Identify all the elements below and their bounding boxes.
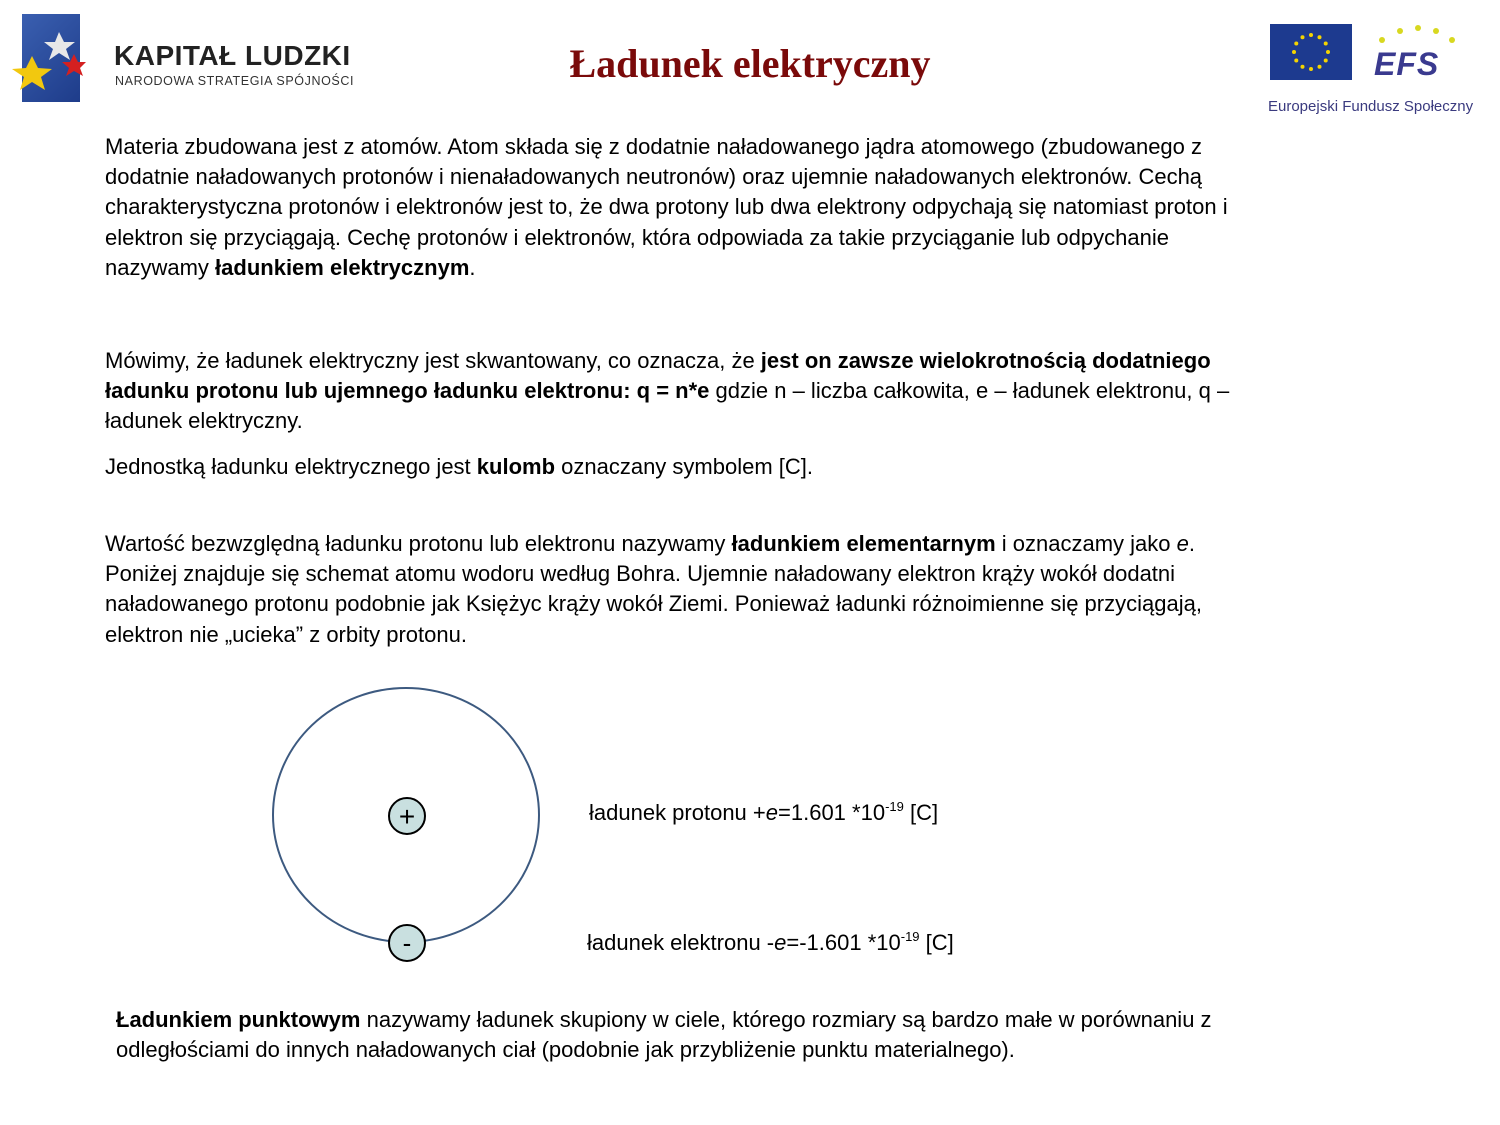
label-exponent: -19 [900, 929, 920, 944]
electron-charge-label [587, 930, 954, 956]
eu-star [1318, 65, 1322, 69]
label-prefix: ładunek elektronu - [587, 930, 775, 955]
eu-star [1294, 59, 1298, 63]
text-run: nazywamy ładunek skupiony w ciele, którego rozmiary są bardzo małe w porównaniu z [360, 1007, 1212, 1032]
paragraph-intro [105, 132, 1228, 283]
paragraph-point-charge [116, 1005, 1212, 1065]
text-run: oznaczany symbolem [C]. [555, 454, 813, 479]
text-run: elektron się przyciągają. Cechę protonów i elektronów, która odpowiada za takie przyciąganie lub odpychanie [105, 224, 1169, 250]
text-run: ładunek elektryczny. [105, 408, 303, 434]
text-line [105, 452, 813, 482]
text-line [105, 223, 1228, 253]
text-run: Materia zbudowana jest z atomów. Atom składa się z dodatnie naładowanego jądra atomowego (zbudowanego z [105, 134, 1203, 159]
paragraph-unit [105, 452, 813, 482]
page-title: Ładunek elektryczny [569, 41, 931, 86]
label-value: =-1.601 *10 [786, 930, 901, 955]
label-exponent: -19 [885, 799, 904, 814]
eu-star [1318, 35, 1322, 39]
text-run: Wartość bezwzględną ładunku protonu lub elektronu nazywamy [105, 531, 732, 556]
eu-star [1294, 42, 1298, 46]
efs-word: EFS [1374, 46, 1440, 82]
logo-subtitle: NARODOWA STRATEGIA SPÓJNOŚCI [115, 74, 355, 88]
bohr-atom-diagram [260, 670, 560, 970]
bold-text: jest on zawsze wielokrotnością dodatniego [760, 348, 1211, 373]
text-run: . [1188, 531, 1195, 556]
logo-name: KAPITAŁ LUDZKI [114, 40, 351, 71]
efs-stars-icon [1370, 22, 1460, 46]
text-line [105, 162, 1228, 192]
label-value: =1.601 *10 [778, 800, 886, 825]
text-run: dodatnie naładowanych protonów i nienaładowanych neutronów) oraz ujemnie naładowanych elektronów. Cechą [105, 164, 1203, 190]
efs-caption: Europejski Fundusz Społeczny [1268, 98, 1474, 115]
eu-star [1309, 67, 1313, 71]
text-line [105, 376, 1229, 406]
text-run: Mówimy, że ładunek elektryczny jest skwantowany, co oznacza, że [105, 348, 761, 373]
label-unit: [C] [919, 930, 954, 955]
bold-text: Ładunkiem punktowym [116, 1007, 361, 1032]
text-run: odległościami do innych naładowanych ciał (podobnie jak przybliżenie punktu materialnego). [116, 1037, 1015, 1063]
text-line [105, 132, 1228, 162]
text-line [105, 620, 1202, 650]
text-line [105, 253, 1228, 283]
text-line [105, 406, 1229, 436]
eu-star [1326, 50, 1330, 54]
eu-star [1301, 65, 1305, 69]
eu-star [1292, 50, 1296, 54]
efs-logo [1266, 20, 1474, 120]
label-prefix: ładunek protonu + [589, 800, 766, 825]
eu-star [1301, 35, 1305, 39]
proton-charge-label [589, 800, 938, 826]
text-line [105, 529, 1202, 559]
paragraph-elementary-charge [105, 529, 1202, 650]
text-run: Jednostką ładunku elektrycznego jest [105, 454, 477, 479]
paragraph-quantization [105, 346, 1229, 437]
label-e: e [765, 800, 779, 825]
proton-symbol: + [398, 801, 416, 832]
text-line [116, 1005, 1212, 1035]
text-run: nazywamy [105, 254, 216, 280]
text-run: Poniżej znajduje się schemat atomu wodoru według Bohra. Ujemnie naładowany elektron krąży wokół dodatni [105, 561, 1176, 587]
text-run: e [1176, 531, 1189, 556]
text-line [105, 346, 1229, 376]
text-run: naładowanego protonu podobnie jak Księżyc krąży wokół Ziemi. Ponieważ ładunki różnoimienne się przyciągają, [105, 591, 1202, 617]
label-e: e [774, 930, 787, 955]
bold-text: kulomb [476, 454, 556, 479]
eu-star [1309, 33, 1313, 37]
text-run: gdzie n – liczba całkowita, e – ładunek elektronu, q – [709, 378, 1230, 404]
text-line [105, 589, 1202, 619]
bold-text: ładunkiem elektrycznym [215, 254, 470, 280]
electron-symbol: - [402, 928, 412, 958]
text-run: . [469, 254, 476, 280]
text-line [105, 192, 1228, 222]
text-run: i oznaczamy jako [995, 531, 1177, 556]
bold-text: ładunkiem elementarnym [731, 531, 996, 556]
bold-text: ładunku protonu lub ujemnego ładunku elektronu: q = n*e [105, 378, 710, 404]
text-run: charakterystyczna protonów i elektronów jest to, że dwa protony lub dwa elektrony odpychają się natomiast proton i [105, 194, 1228, 220]
text-line [105, 559, 1202, 589]
text-run: elektron nie „ucieka” z orbity protonu. [105, 621, 467, 647]
text-line [116, 1035, 1212, 1065]
label-unit: [C] [903, 800, 939, 825]
eu-flag-icon [1270, 24, 1352, 80]
eu-star [1324, 59, 1328, 63]
eu-star [1324, 42, 1328, 46]
